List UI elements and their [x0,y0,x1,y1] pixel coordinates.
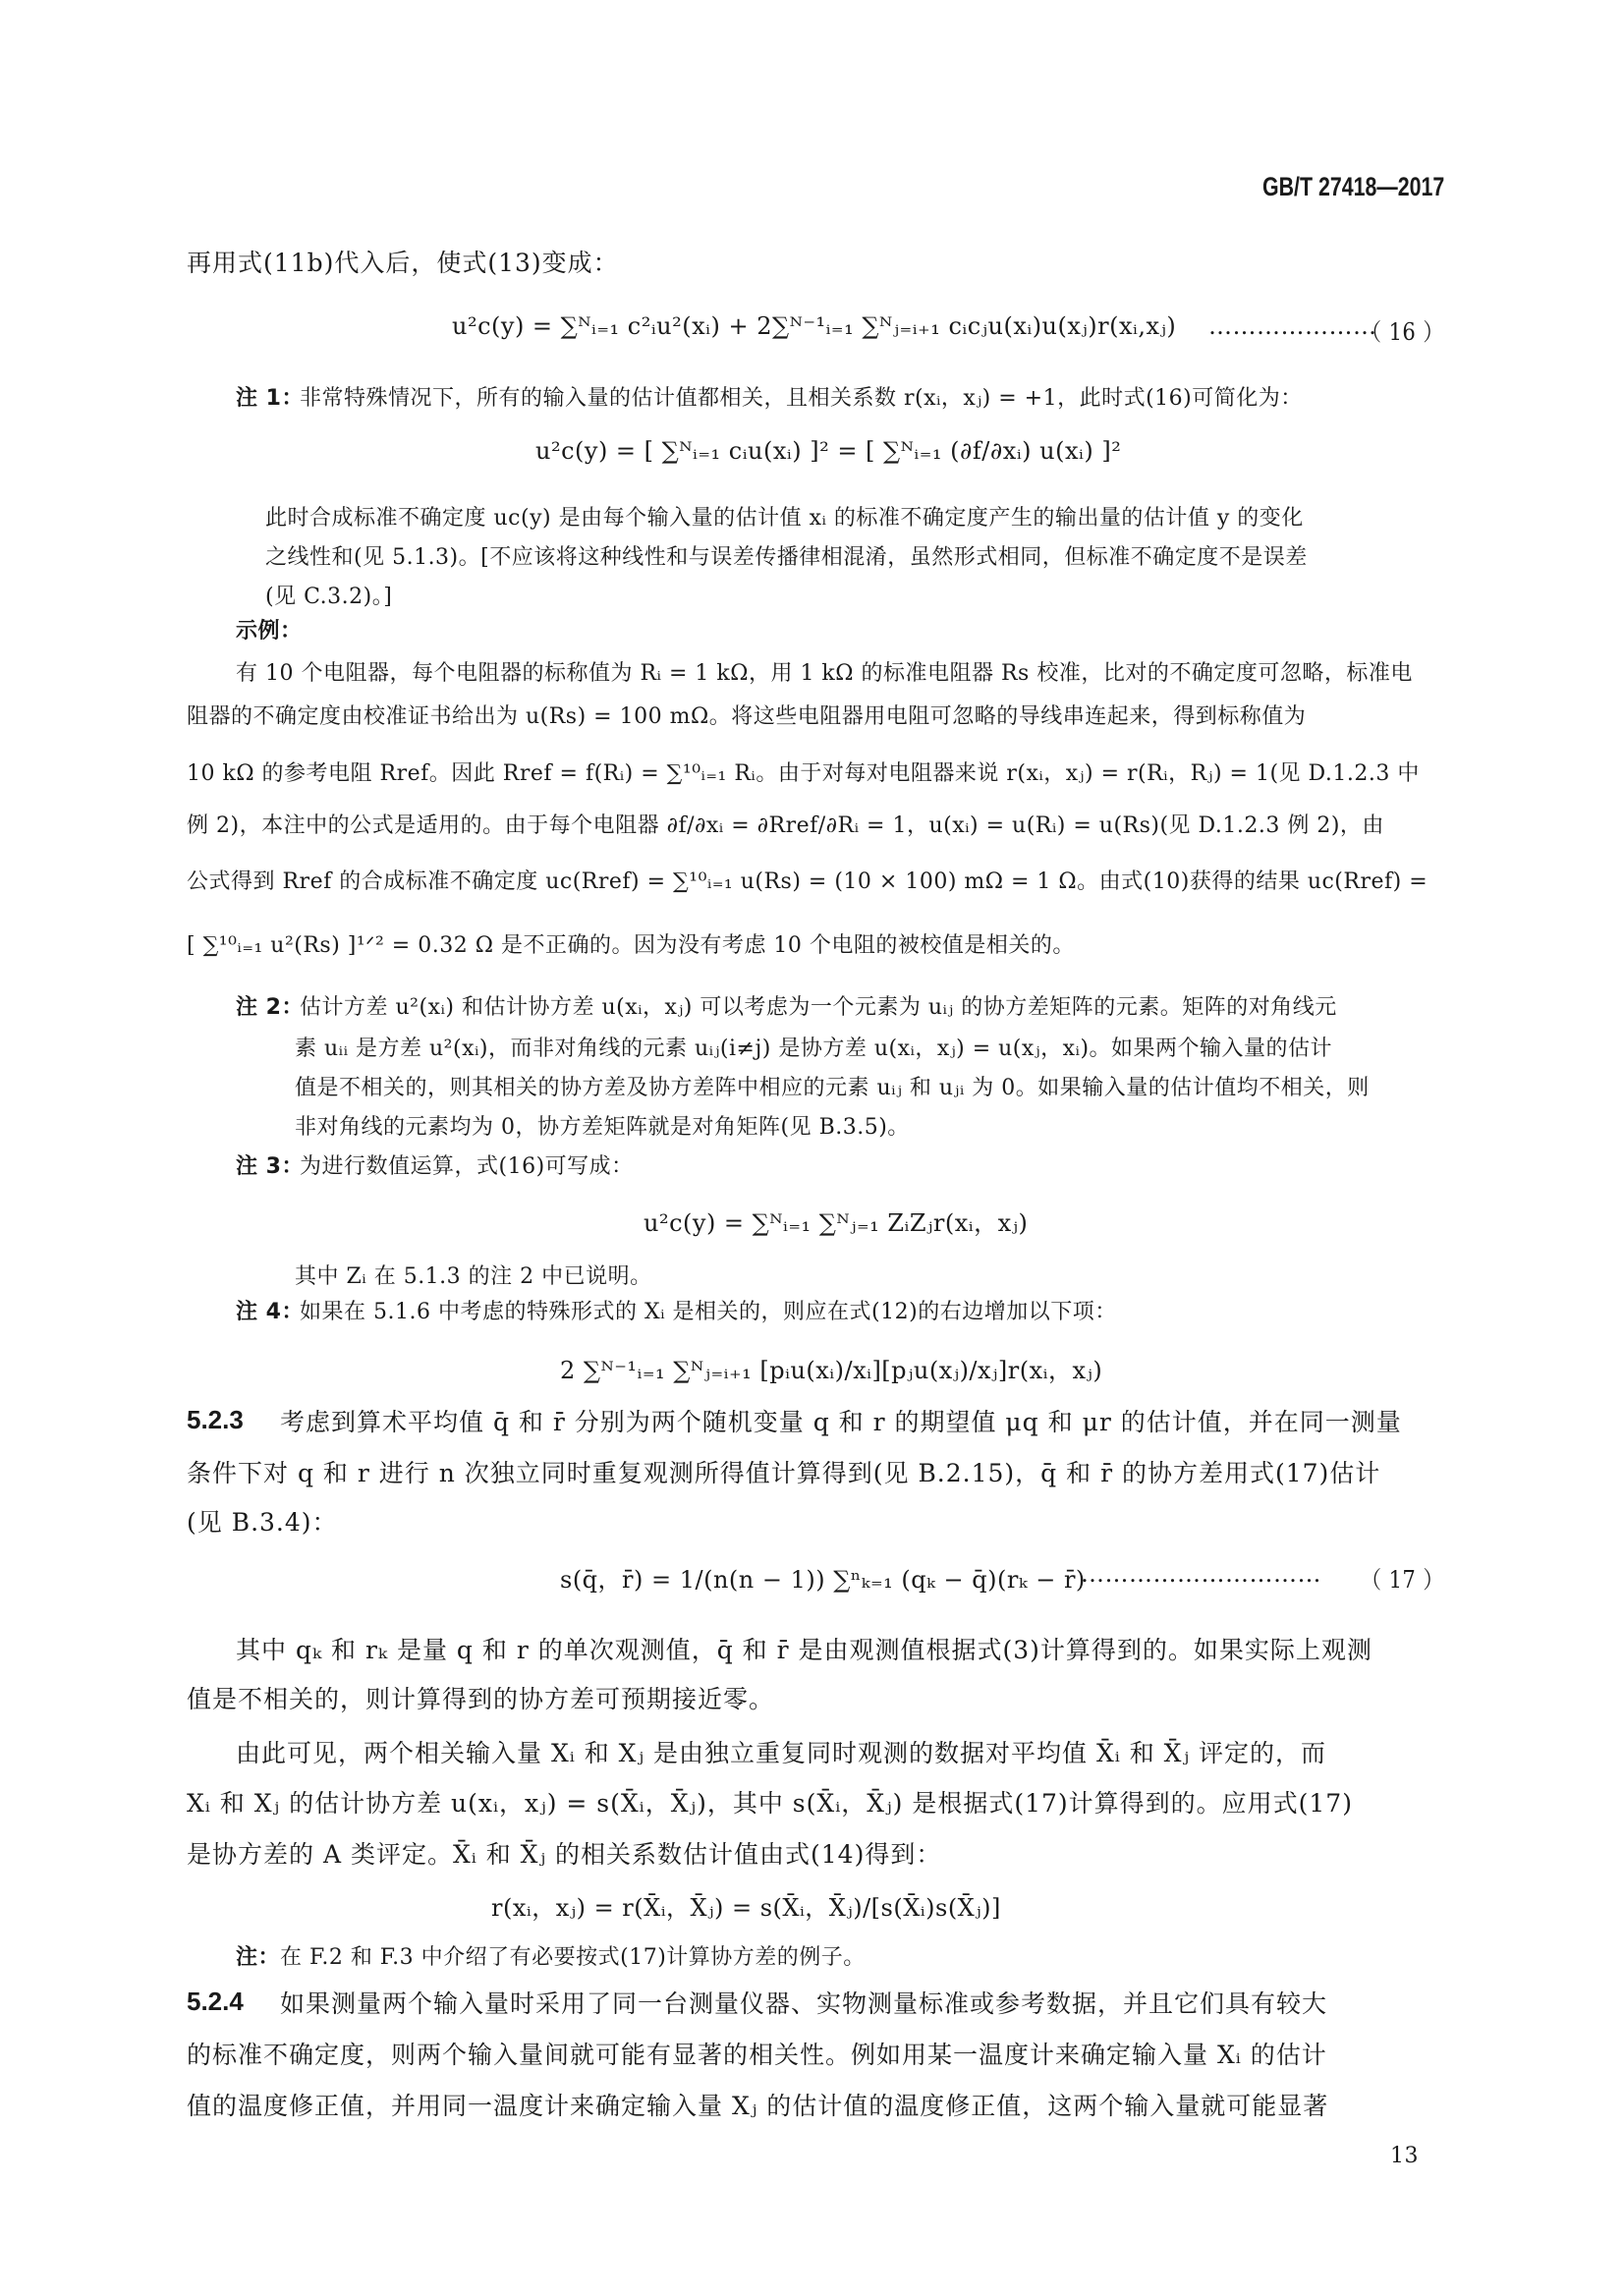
section-5-2-4-line1: 如果测量两个输入量时采用了同一台测量仪器、实物测量标准或参考数据，并且它们具有较大 [280,1989,1328,2018]
note2-line1: 估计方差 u²(xᵢ) 和估计协方差 u(xᵢ，xⱼ) 可以考虑为一个元素为 uᵢⱼ 的协方差矩阵的元素。矩阵的对角线元 [300,995,1337,1020]
note3-line2: 其中 Zᵢ 在 5.1.3 的注 2 中已说明。 [295,1264,652,1289]
example-label: 示例： [236,619,303,644]
example-line6: [ ∑¹⁰ᵢ₌₁ u²(Rs) ]¹ᐟ² = 0.32 Ω 是不正确的。因为没有考虑 10 个电阻的被校值是相关的。 [187,933,1075,958]
para2-line1: 由此可见，两个相关输入量 Xᵢ 和 Xⱼ 是由独立重复同时观测的数据对平均值 X̄ᵢ 和 X̄ⱼ 评定的，而 [236,1739,1327,1767]
page-number: 13 [1390,2144,1419,2168]
note2-line2: 素 uᵢᵢ 是方差 u²(xᵢ)，而非对角线的元素 uᵢⱼ(i≠j) 是协方差 u(xᵢ，xⱼ) = u(xⱼ，xᵢ)。如果两个输入量的估计 [295,1036,1333,1061]
note4-label: 注 4： [236,1300,304,1324]
equation-16-number: （ 16 ） [1361,318,1444,346]
equation-16-dots: ………………… [1208,312,1377,340]
note3-label: 注 3： [236,1154,304,1179]
intro-text: 再用式(11b)代入后，使式(13)变成： [187,249,619,277]
equation-17-dots: ………………………… [1081,1560,1321,1588]
para1-line2: 值是不相关的，则计算得到的协方差可预期接近零。 [187,1685,775,1713]
note4-formula: 2 ∑ᴺ⁻¹ᵢ₌₁ ∑ᴺⱼ₌ᵢ₊₁ [pᵢu(xᵢ)/xᵢ][pⱼu(xⱼ)/xⱼ]r(xᵢ，xⱼ) [560,1357,1103,1384]
note1-line1: 非常特殊情况下，所有的输入量的估计值都相关，且相关系数 r(xᵢ，xⱼ) = +1，此时式(16)可简化为： [300,386,1303,411]
example-line2: 阻器的不确定度由校准证书给出为 u(Rs) = 100 mΩ。将这些电阻器用电阻可忽略的导线串连起来，得到标称值为 [187,704,1307,729]
para1-line1: 其中 qₖ 和 rₖ 是量 q 和 r 的单次观测值，q̄ 和 r̄ 是由观测值根据式(3)计算得到的。如果实际上观测 [236,1636,1372,1664]
section-5-2-3-line1: 考虑到算术平均值 q̄ 和 r̄ 分别为两个随机变量 q 和 r 的期望值 μq 和 μr 的估计值，并在同一测量 [280,1408,1402,1436]
section-note-label: 注： [236,1945,281,1970]
note1-label: 注 1： [236,386,304,411]
example-line3: 10 kΩ 的参考电阻 Rref。因此 Rref = f(Rᵢ) = ∑¹⁰ᵢ₌₁ Rᵢ。由于对每对电阻器来说 r(xᵢ，xⱼ) = r(Rᵢ，Rⱼ) = 1(见 D.1.2.3 中 [187,761,1420,786]
note1-line3: 之线性和(见 5.1.3)。[不应该将这种线性和与误差传播律相混淆，虽然形式相同，但标准不确定度不是误差 [265,545,1308,570]
note1-formula: u²c(y) = [ ∑ᴺᵢ₌₁ cᵢu(xᵢ) ]² = [ ∑ᴺᵢ₌₁ (∂f/∂xᵢ) u(xᵢ) ]² [535,437,1122,465]
note3-line1: 为进行数值运算，式(16)可写成： [300,1154,634,1179]
section-5-2-4-line3: 值的温度修正值，并用同一温度计来确定输入量 Xⱼ 的估计值的温度修正值，这两个输入量就可能显著 [187,2092,1329,2120]
note1-line2: 此时合成标准不确定度 uc(y) 是由每个输入量的估计值 xᵢ 的标准不确定度产生的输出量的估计值 y 的变化 [265,506,1304,531]
standard-number: GB/T 27418—2017 [1262,172,1445,201]
equation-16: u²c(y) = ∑ᴺᵢ₌₁ c²ᵢu²(xᵢ) + 2∑ᴺ⁻¹ᵢ₌₁ ∑ᴺⱼ₌ᵢ₊₁ cᵢcⱼu(xᵢ)u(xⱼ)r(xᵢ,xⱼ) [452,312,1177,340]
para2-line3: 是协方差的 A 类评定。X̄ᵢ 和 X̄ⱼ 的相关系数估计值由式(14)得到： [187,1840,942,1869]
section-5-2-3-number: 5.2.3 [187,1405,244,1434]
example-line1: 有 10 个电阻器，每个电阻器的标称值为 Rᵢ = 1 kΩ，用 1 kΩ 的标准电阻器 Rs 校准，比对的不确定度可忽略，标准电 [236,661,1413,686]
note2-line4: 非对角线的元素均为 0，协方差矩阵就是对角矩阵(见 B.3.5)。 [295,1115,910,1140]
section-note-text: 在 F.2 和 F.3 中介绍了有必要按式(17)计算协方差的例子。 [280,1945,866,1970]
correlation-formula: r(xᵢ，xⱼ) = r(X̄ᵢ，X̄ⱼ) = s(X̄ᵢ，X̄ⱼ)/[s(X̄ᵢ)s(X̄ⱼ)] [491,1894,1001,1922]
note1-line4: (见 C.3.2)。] [265,585,393,609]
example-line5: 公式得到 Rref 的合成标准不确定度 uc(Rref) = ∑¹⁰ᵢ₌₁ u(Rs) = (10 × 100) mΩ = 1 Ω。由式(10)获得的结果 uc(Rref) = [187,869,1428,894]
section-5-2-3-line3: (见 B.3.4)： [187,1508,338,1537]
note4-line1: 如果在 5.1.6 中考虑的特殊形式的 Xᵢ 是相关的，则应在式(12)的右边增加以下项： [300,1300,1117,1324]
note2-label: 注 2： [236,995,304,1020]
section-5-2-4-number: 5.2.4 [187,1987,244,2016]
equation-17-number: （ 17 ） [1361,1566,1444,1594]
section-5-2-3-line2: 条件下对 q 和 r 进行 n 次独立同时重复观测所得值计算得到(见 B.2.15)，q̄ 和 r̄ 的协方差用式(17)估计 [187,1459,1381,1487]
note2-line3: 值是不相关的，则其相关的协方差及协方差阵中相应的元素 uᵢⱼ 和 uⱼᵢ 为 0。如果输入量的估计值均不相关，则 [295,1076,1370,1100]
example-line4: 例 2)，本注中的公式是适用的。由于每个电阻器 ∂f/∂xᵢ = ∂Rref/∂Rᵢ = 1，u(xᵢ) = u(Rᵢ) = u(Rs)(见 D.1.2.3 例 2)，由 [187,813,1384,838]
note3-formula: u²c(y) = ∑ᴺᵢ₌₁ ∑ᴺⱼ₌₁ ZᵢZⱼr(xᵢ，xⱼ) [644,1209,1029,1237]
equation-17: s(q̄，r̄) = 1/(n(n − 1)) ∑ⁿₖ₌₁ (qₖ − q̄)(rₖ − r̄) [560,1566,1086,1594]
para2-line2: Xᵢ 和 Xⱼ 的估计协方差 u(xᵢ，xⱼ) = s(X̄ᵢ，X̄ⱼ)，其中 s(X̄ᵢ，X̄ⱼ) 是根据式(17)计算得到的。应用式(17) [187,1789,1353,1818]
section-5-2-4-line2: 的标准不确定度，则两个输入量间就可能有显著的相关性。例如用某一温度计来确定输入量 Xᵢ 的估计 [187,2041,1327,2069]
